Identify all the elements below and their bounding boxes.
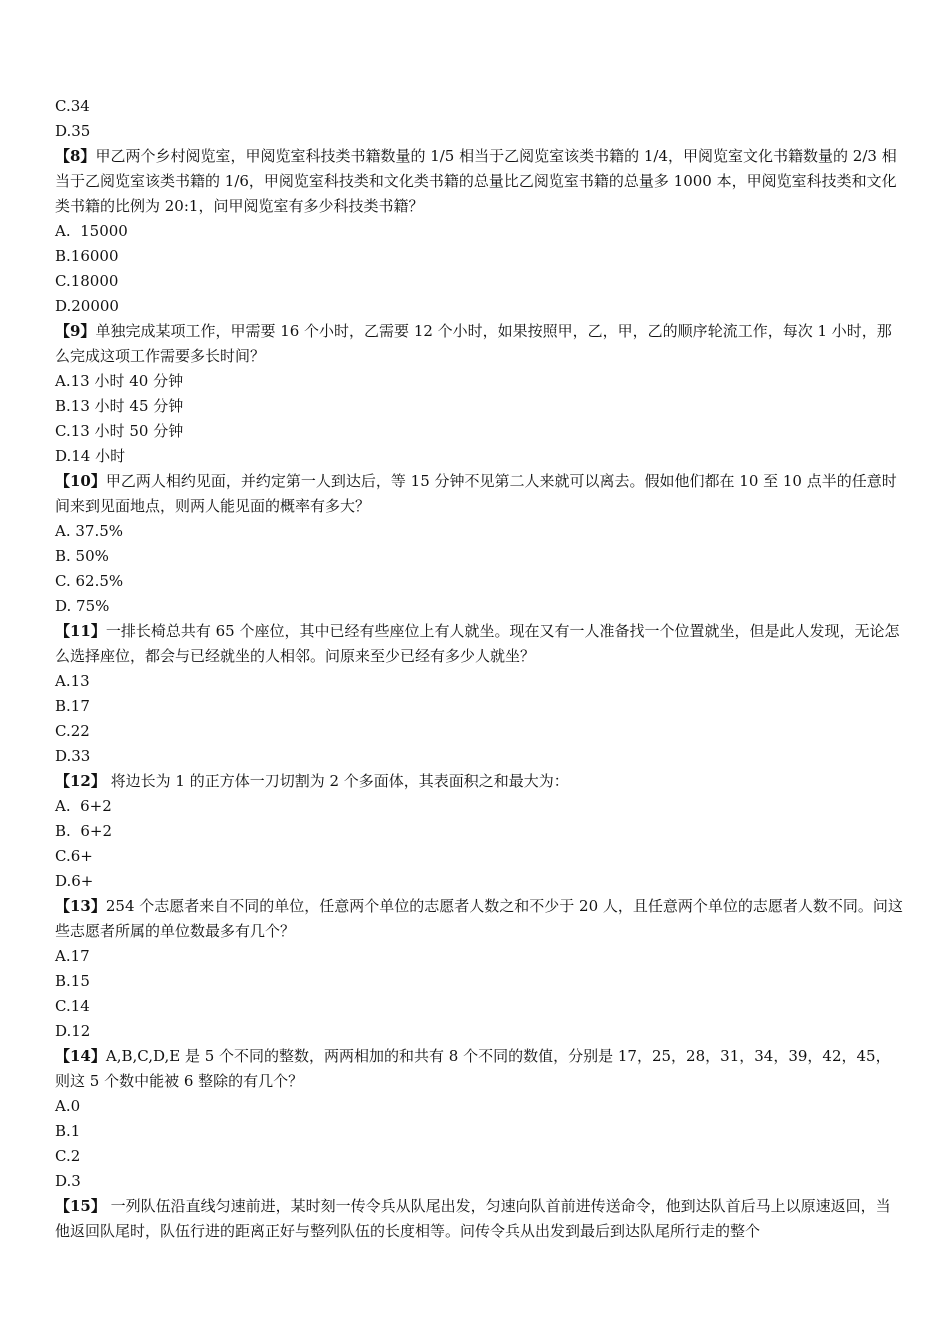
option-c: C.6+ [55,847,93,865]
question-number: 【9】 [55,322,96,340]
option-d: D.35 [55,122,91,140]
question-text: 单独完成某项工作，甲需要 16 个小时，乙需要 12 个小时，如果按照甲，乙，甲，乙的顺序轮流工作，每次 1 小时，那么完成这项工作需要多长时间？ [55,322,892,365]
option-c: C.18000 [55,272,119,290]
option-b: B. 50% [55,547,109,565]
option-d: D.12 [55,1022,91,1040]
option-a: A. 37.5% [55,522,124,540]
option-c: C.34 [55,97,90,115]
option-b: B.1 [55,1122,81,1140]
question-9 [55,319,905,369]
question-12 [55,769,905,794]
question-15 [55,1194,905,1244]
option-c: C.13 小时 50 分钟 [55,422,184,440]
option-d: D. 75% [55,597,110,615]
question-text: 将边长为 1 的正方体一刀切割为 2 个多面体，其表面积之和最大为： [105,772,569,790]
question-text: 甲乙两个乡村阅览室，甲阅览室科技类书籍数量的 1/5 相当于乙阅览室该类书籍的 1/4，甲阅览室文化书籍数量的 2/3 相当于乙阅览室该类书籍的 1/6，甲阅览室科技类和文化类书籍的总量比乙阅览室书籍的总量多 1000 本，甲阅览室科技类和文化类书籍的比例为 20:1，问甲阅览室有多少科技类书籍？ [55,147,897,215]
question-text: 254 个志愿者来自不同的单位，任意两个单位的志愿者人数之和不少于 20 人，且任意两个单位的志愿者人数不同。问这些志愿者所属的单位数最多有几个？ [55,897,903,940]
question-14 [55,1044,905,1094]
option-a: A.0 [55,1097,81,1115]
question-text: 一列队伍沿直线匀速前进，某时刻一传令兵从队尾出发，匀速向队首前进传送命令，他到达队首后马上以原速返回，当他返回队尾时，队伍行进的距离正好与整列队伍的长度相等。问传令兵从出发到最后到达队尾所行走的整个 [55,1197,891,1240]
question-13 [55,894,905,944]
question-number: 【8】 [55,147,96,165]
question-text: A,B,C,D,E 是 5 个不同的整数，两两相加的和共有 8 个不同的数值，分别是 17，25，28，31，34，39，42，45，则这 5 个数中能被 6 整除的有几个？ [55,1047,891,1090]
option-a: A. 15000 [55,222,128,240]
question-10 [55,469,905,519]
option-a: A.13 [55,672,90,690]
option-d: D.6+ [55,872,94,890]
option-b: B.13 小时 45 分钟 [55,397,184,415]
question-11 [55,619,905,669]
option-c: C.22 [55,722,90,740]
option-d: D.14 小时 [55,447,126,465]
question-number: 【12】 [55,772,106,790]
option-c: C.2 [55,1147,81,1165]
question-text: 甲乙两人相约见面，并约定第一人到达后，等 15 分钟不见第二人来就可以离去。假如他们都在 10 至 10 点半的任意时间来到见面地点，则两人能见面的概率有多大？ [55,472,897,515]
option-c: C. 62.5% [55,572,124,590]
option-b: B.15 [55,972,90,990]
question-number: 【10】 [55,472,106,490]
question-text: 一排长椅总共有 65 个座位，其中已经有些座位上有人就坐。现在又有一人准备找一个位置就坐，但是此人发现，无论怎么选择座位，都会与已经就坐的人相邻。问原来至少已经有多少人就坐？ [55,622,900,665]
document-page [55,94,905,1244]
option-a: A. 6+2 [55,797,112,815]
question-number: 【11】 [55,622,106,640]
option-b: B. 6+2 [55,822,112,840]
option-c: C.14 [55,997,90,1015]
option-a: A.13 小时 40 分钟 [55,372,184,390]
option-d: D.3 [55,1172,81,1190]
option-b: B.17 [55,697,90,715]
option-d: D.33 [55,747,91,765]
option-a: A.17 [55,947,90,965]
option-b: B.16000 [55,247,119,265]
option-d: D.20000 [55,297,119,315]
question-number: 【14】 [55,1047,106,1065]
question-8 [55,144,905,219]
question-number: 【13】 [55,897,106,915]
question-number: 【15】 [55,1197,106,1215]
